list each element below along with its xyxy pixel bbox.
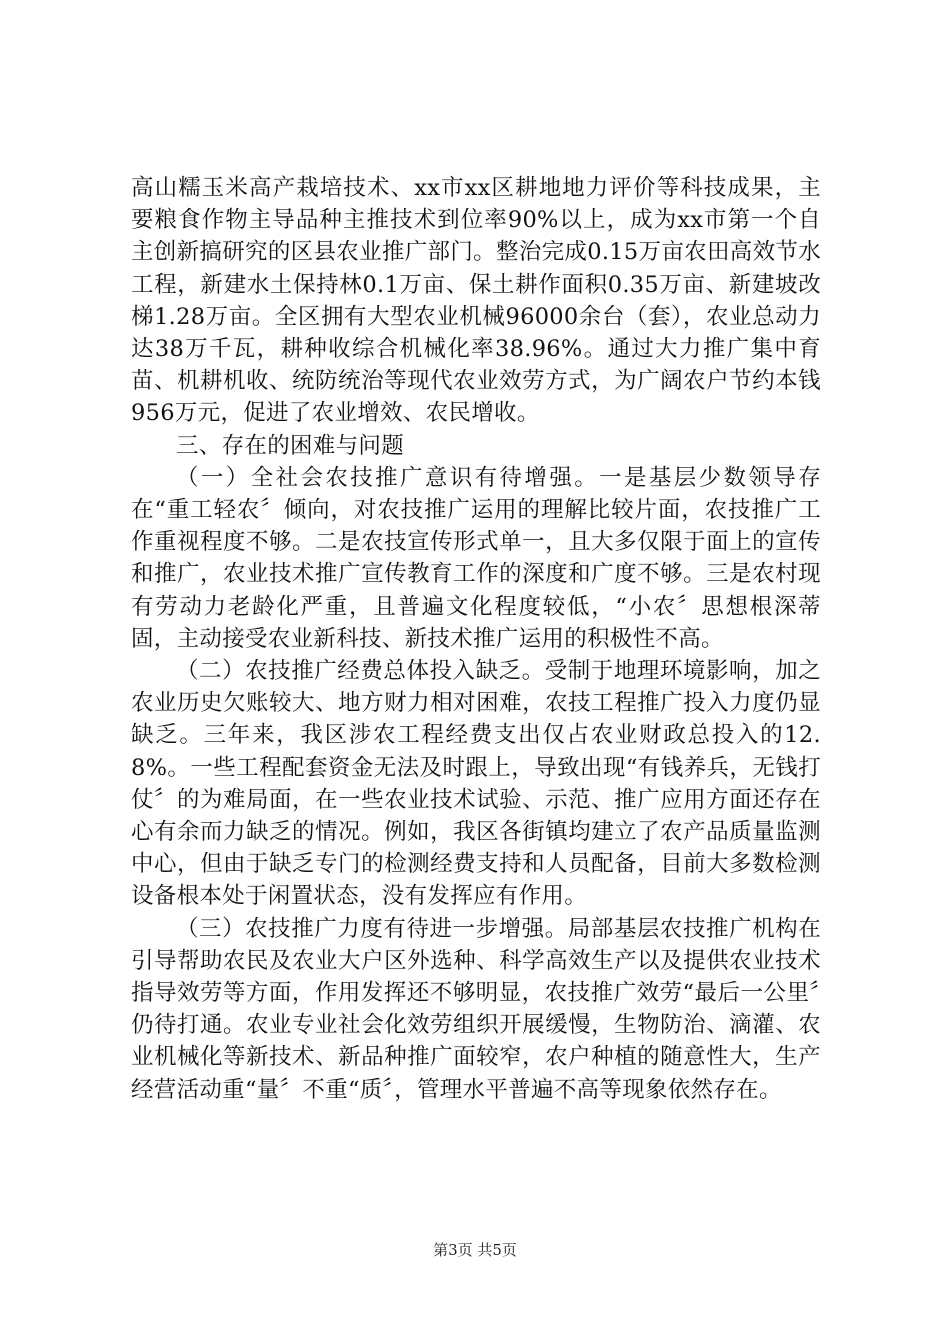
document-body [131, 172, 821, 1106]
paragraph-funding-issue: （二）农技推广经费总体投入缺乏。受制于地理环境影响，加之农业历史欠账较大、地方财力相对困难，农技工程推广投入力度仍显缺乏。三年来，我区涉农工程经费支出仅占农业财政总投入的12.8%。一些工程配套资金无法及时跟上，导致出现“有钱养兵，无钱打仗〞的为难局面，在一些农业技术试验、示范、推广应用方面还存在心有余而力缺乏的情况。例如，我区各街镇均建立了农产品质量监测中心，但由于缺乏专门的检测经费支持和人员配备，目前大多数检测设备根本处于闲置状态，没有发挥应有作用。 [131, 658, 821, 910]
paragraph-awareness-issue: （一）全社会农技推广意识有待增强。一是基层少数领导存在“重工轻农〞倾向，对农技推广运用的理解比较片面，农技推广工作重视程度不够。二是农技宣传形式单一，且大多仅限于面上的宣传和推广，农业技术推广宣传教育工作的深度和广度不够。三是农村现有劳动力老龄化严重，且普遍文化程度较低，“小农〞思想根深蒂固，主动接受农业新科技、新技术推广运用的积极性不高。 [131, 464, 821, 652]
section-heading-difficulties: 三、存在的困难与问题 [176, 432, 405, 459]
page-number-footer: 第3页 共5页 [433, 1241, 517, 1259]
paragraph-promotion-issue: （三）农技推广力度有待进一步增强。局部基层农技推广机构在引导帮助农民及农业大户区外选种、科学高效生产以及提供农业技术指导效劳等方面，作用发挥还不够明显，农技推广效劳“最后一公里〞仍待打通。农业专业社会化效劳组织开展缓慢，生物防治、滴灌、农业机械化等新技术、新品种推广面较窄，农户种植的随意性大，生产经营活动重“量〞不重“质〞，管理水平普遍不高等现象依然存在。 [131, 915, 821, 1103]
paragraph-achievements-continued: 高山糯玉米高产栽培技术、xx市xx区耕地地力评价等科技成果，主要粮食作物主导品种主推技术到位率90%以上，成为xx市第一个自主创新搞研究的区县农业推广部门。整治完成0.15万亩农田高效节水工程，新建水土保持林0.1万亩、保土耕作面积0.35万亩、新建坡改梯1.28万亩。全区拥有大型农业机械96000余台（套），农业总动力达38万千瓦，耕种收综合机械化率38.96%。通过大力推广集中育苗、机耕机收、统防统治等现代农业效劳方式，为广阔农户节约本钱956万元，促进了农业增效、农民增收。 [131, 175, 821, 427]
